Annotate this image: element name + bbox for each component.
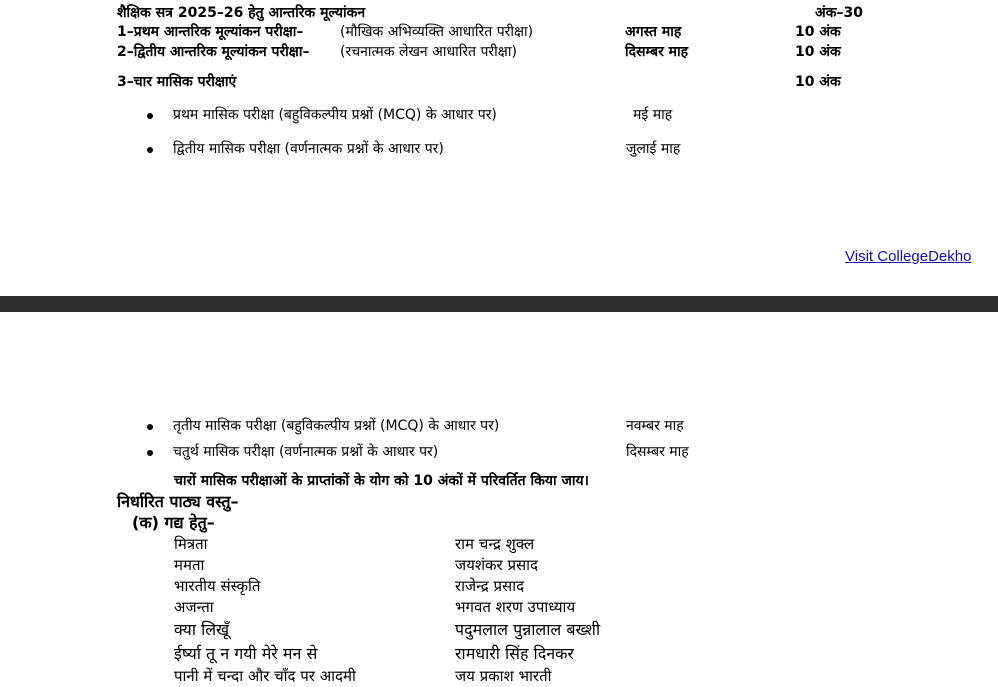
prose-author-5: पदुमलाल पुन्नालाल बख्शी: [455, 620, 601, 639]
monthly-exam-2-month: जुलाई माह: [626, 141, 681, 157]
bullet-icon: [147, 424, 153, 430]
assessment-2-marks: 10 अंक: [795, 44, 841, 60]
prose-title-7: पानी में चन्दा और चाँद पर आदमी: [174, 667, 356, 685]
assessment-2-label: 2–द्वितीय आन्तरिक मूल्यांकन परीक्षा–: [117, 44, 310, 60]
prose-author-4: भगवत शरण उपाध्याय: [455, 598, 576, 616]
monthly-exam-4: चतुर्थ मासिक परीक्षा (वर्णनात्मक प्रश्नों के आधार पर): [173, 444, 439, 460]
prose-author-7: जय प्रकाश भारती: [455, 667, 552, 685]
prose-author-1: राम चन्द्र शुक्ल: [455, 535, 535, 553]
monthly-exam-1: प्रथम मासिक परीक्षा (बहुविकल्पीय प्रश्नों (MCQ) के आधार पर): [173, 107, 497, 123]
bullet-icon: [147, 147, 153, 153]
prose-author-3: राजेन्द्र प्रसाद: [455, 577, 525, 595]
prose-title-2: ममता: [174, 556, 205, 574]
visit-collegedekho-link[interactable]: Visit CollegeDekho: [845, 248, 972, 265]
prose-title-1: मित्रता: [174, 535, 208, 553]
page-divider: [0, 296, 998, 312]
assessment-2-detail: (रचनात्मक लेखन आधारित परीक्षा): [340, 44, 517, 60]
page-title: शैक्षिक सत्र 2025–26 हेतु आन्तरिक मूल्यांकन: [117, 5, 366, 21]
monthly-exam-2: द्वितीय मासिक परीक्षा (वर्णनात्मक प्रश्नों के आधार पर): [173, 141, 444, 157]
assessment-1-month: अगस्त माह: [625, 24, 682, 40]
assessment-1-label: 1–प्रथम आन्तरिक मूल्यांकन परीक्षा–: [117, 24, 304, 40]
monthly-heading: 3–चार मासिक परीक्षाएं: [117, 74, 237, 90]
monthly-exam-4-month: दिसम्बर माह: [626, 444, 689, 460]
prose-author-6: रामधारी सिंह दिनकर: [455, 644, 574, 663]
prose-title-6: ईर्ष्या तू न गयी मेरे मन से: [174, 644, 318, 663]
prose-heading: (क) गद्य हेतु–: [132, 513, 215, 532]
conversion-note: चारों मासिक परीक्षाओं के प्राप्तांकों के योग को 10 अंकों में परिवर्तित किया जाय।: [174, 473, 589, 489]
bullet-icon: [147, 450, 153, 456]
monthly-exam-3: तृतीय मासिक परीक्षा (बहुविकल्पीय प्रश्नों (MCQ) के आधार पर): [173, 418, 500, 434]
monthly-exam-1-month: मई माह: [633, 107, 673, 123]
prose-author-2: जयशंकर प्रसाद: [455, 556, 538, 574]
assessment-2-month: दिसम्बर माह: [625, 44, 689, 60]
syllabus-heading: निर्धारित पाठ्य वस्तु–: [117, 492, 239, 511]
total-marks: अंक–30: [815, 5, 863, 21]
prose-title-5: क्या लिखूँ: [174, 620, 230, 639]
monthly-exam-3-month: नवम्बर माह: [626, 418, 684, 434]
assessment-1-marks: 10 अंक: [795, 24, 841, 40]
assessment-1-detail: (मौखिक अभिव्यक्ति आधारित परीक्षा): [340, 24, 534, 40]
prose-title-3: भारतीय संस्कृति: [174, 577, 261, 595]
prose-title-4: अजन्ता: [174, 598, 214, 616]
bullet-icon: [147, 113, 153, 119]
monthly-marks: 10 अंक: [795, 74, 841, 90]
